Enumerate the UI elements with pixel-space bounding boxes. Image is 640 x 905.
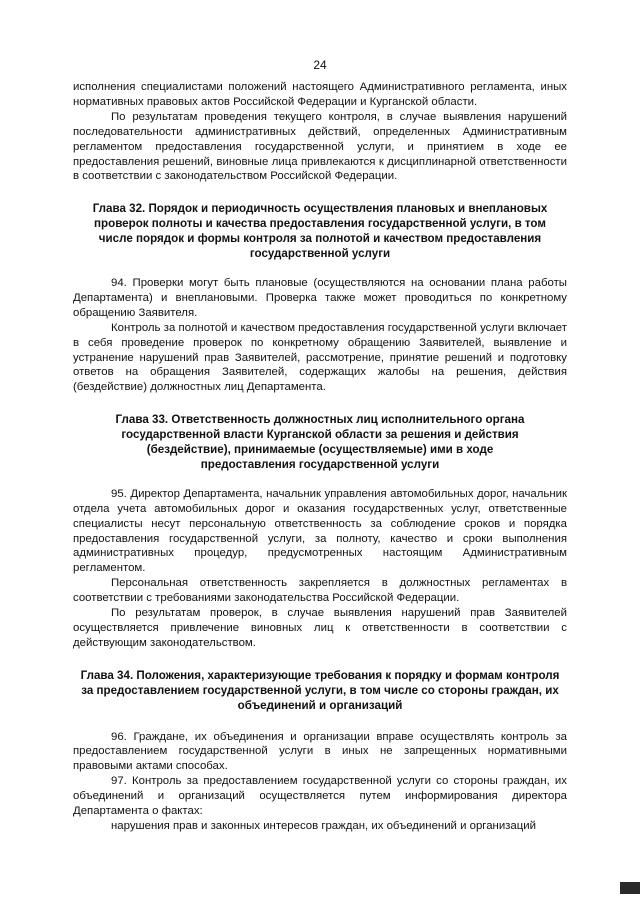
document-body [73,80,567,834]
paragraph-quality-control: Контроль за полнотой и качеством предоставления государственной услуги включает в себя проведение проверок по конкретному обращению Заявителей, выявление и устранение нарушений прав Заявителей, рассмотрение, принятие решений и подготовку ответов на обращения Заявителей, содержащих жалобы на решения, действия (бездействие) должностных лиц Департамента. [73,321,567,394]
paragraph-94: 94. Проверки могут быть плановые (осуществляются на основании плана работы Департамента) и внеплановыми. Проверка также может проводиться по конкретному обращению Заявителя. [73,276,567,319]
paragraph-96: 96. Граждане, их объединения и организации вправе осуществлять контроль за предоставлением государственной услуги в иных не запрещенных нормативными правовыми актами способах. [73,730,567,773]
paragraph-97: 97. Контроль за предоставлением государственной услуги со стороны граждан, их объединений и организаций осуществляется путем информирования директора Департамента о фактах: [73,775,567,818]
paragraph-intro-continuation: исполнения специалистами положений настоящего Административного регламента, иных нормативных правовых актов Российской Федерации и Курганской области. [73,81,567,108]
paragraph-violations: нарушения прав и законных интересов граждан, их объединений и организаций [111,819,536,832]
scan-edge-mark [620,882,640,894]
chapter-32-heading: Глава 32. Порядок и периодичность осуществления плановых и внеплановых проверок полноты и качества предоставления государственной услуги, в том числе порядок и формы контроля за полнотой и качеством предоставления государственной услуги [92,202,548,261]
chapter-34-heading: Глава 34. Положения, характеризующие требования к порядку и формам контроля за предоставлением государственной услуги, в том числе со стороны граждан, их объединений и организаций [80,668,560,712]
page-number: 24 [313,58,327,72]
paragraph-95: 95. Директор Департамента, начальник управления автомобильных дорог, начальник отдела учета автомобильных дорог и оказания государственных услуг, ответственные специалисты несут персональную ответственность за соблюдение сроков и порядка предоставления государственной услуги, за полноту, качество и сроки выполнения административных процедур, предусмотренных настоящим Административным регламентом. [73,487,567,575]
chapter-33-heading: Глава 33. Ответственность должностных лиц исполнительного органа государственной власти Курганской области за решения и действия (бездействие), принимаемые (осуществляемые) ими в ходе предоставления государственной услуги [115,413,525,471]
paragraph-current-control-results: По результатам проведения текущего контроля, в случае выявления нарушений последовательности административных действий, определенных Административным регламентом предоставления государственной услуги, и принятием в ходе ее предоставления решений, виновные лица привлекаются к дисциплинарной ответственности в соответствии с законодательством Российской Федерации. [73,110,567,183]
paragraph-inspection-results: По результатам проверок, в случае выявления нарушений прав Заявителей осуществляется привлечение виновных лиц к ответственности в соответствии с действующим законодательством. [73,607,567,649]
paragraph-personal-responsibility: Персональная ответственность закрепляется в должностных регламентах в соответствии с требованиями законодательства Российской Федерации. [73,577,567,605]
